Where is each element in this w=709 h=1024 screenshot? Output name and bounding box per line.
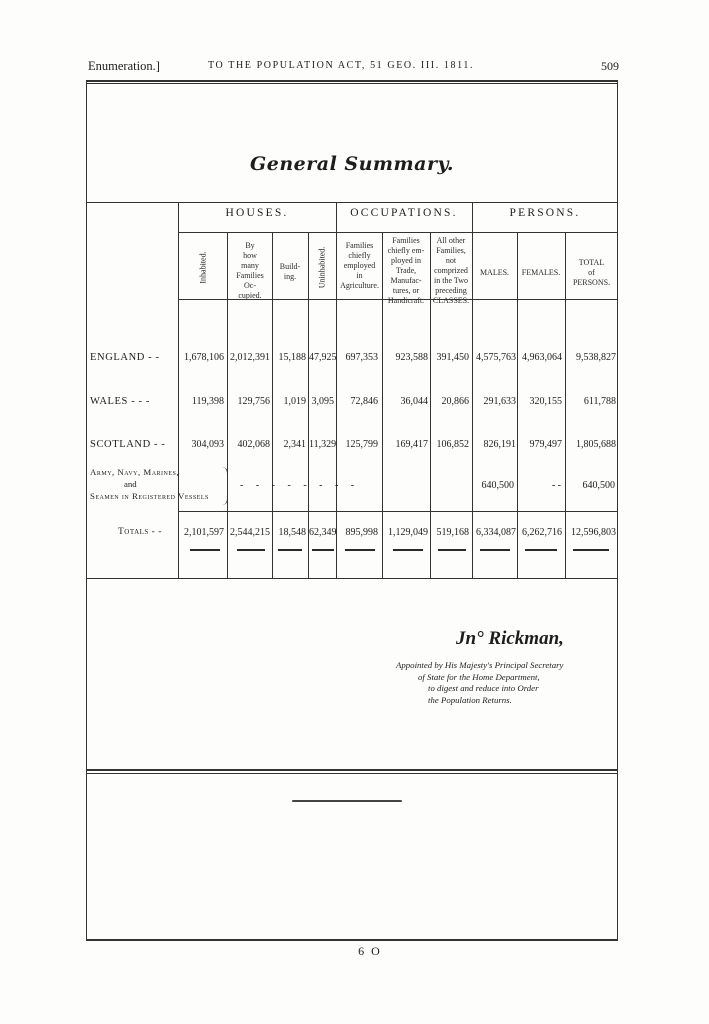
signature-name: Jn° Rickman, bbox=[456, 628, 564, 649]
header-section-label: Enumeration.] bbox=[88, 59, 160, 73]
cell-totals: 2,544,215 bbox=[230, 527, 270, 538]
signature-bottom-rule bbox=[86, 769, 618, 771]
cell-england: 4,575,763 bbox=[476, 352, 516, 363]
col-total: TOTAL of PERSONS. bbox=[572, 258, 611, 287]
cell-scotland: 11,329 bbox=[309, 439, 337, 450]
row-label-totals: Totals - - bbox=[118, 527, 162, 537]
frame-top-rule-inner bbox=[86, 83, 618, 84]
cell-wales: 36,044 bbox=[400, 396, 428, 407]
cell-scotland: 125,799 bbox=[345, 439, 378, 450]
total-underline bbox=[573, 549, 609, 551]
header-page-number: 509 bbox=[601, 59, 619, 73]
totals-top-rule bbox=[178, 511, 618, 512]
cell-wales: 72,846 bbox=[350, 396, 378, 407]
cell-totals: 895,998 bbox=[345, 527, 378, 538]
cell-england: 2,012,391 bbox=[230, 352, 270, 363]
table-top-rule bbox=[86, 202, 618, 203]
cell-scotland: 2,341 bbox=[283, 439, 306, 450]
army-females: - - bbox=[551, 480, 561, 491]
cell-scotland: 106,852 bbox=[436, 439, 469, 450]
cell-england: 47,925 bbox=[309, 352, 337, 363]
cell-wales: 320,155 bbox=[529, 396, 562, 407]
cell-england: 15,188 bbox=[278, 352, 306, 363]
row-label-england: ENGLAND - - bbox=[90, 352, 160, 363]
running-header bbox=[88, 59, 619, 77]
cell-scotland: 304,093 bbox=[191, 439, 224, 450]
cell-wales: 1,019 bbox=[283, 396, 306, 407]
frame-bottom-rule bbox=[86, 939, 618, 941]
header-act-title: TO THE POPULATION ACT, 51 GEO. III. 1811. bbox=[208, 60, 475, 71]
col-rule bbox=[472, 202, 473, 578]
cell-totals: 18,548 bbox=[278, 527, 306, 538]
row-label-scotland: SCOTLAND - - bbox=[90, 439, 166, 450]
cell-england: 1,678,106 bbox=[184, 352, 224, 363]
cell-wales: 119,398 bbox=[191, 396, 224, 407]
total-underline bbox=[190, 549, 220, 551]
total-underline bbox=[393, 549, 423, 551]
cell-scotland: 826,191 bbox=[483, 439, 516, 450]
total-underline bbox=[312, 549, 334, 551]
table-bottom-rule bbox=[86, 578, 618, 579]
cell-england: 697,353 bbox=[345, 352, 378, 363]
col-building: Build- ing. bbox=[279, 262, 301, 281]
cell-scotland: 402,068 bbox=[237, 439, 270, 450]
page-title: General Summary. bbox=[250, 153, 454, 175]
total-underline bbox=[438, 549, 466, 551]
col-females: FEMALES. bbox=[521, 268, 561, 277]
army-males: 640,500 bbox=[481, 480, 514, 491]
signature-appointment: Appointed by His Majesty's Principal Secretary of State for the Home Department, to digest and reduce into Order the Population Returns. bbox=[396, 660, 564, 705]
col-rule bbox=[178, 202, 179, 578]
cell-totals: 2,101,597 bbox=[184, 527, 224, 538]
signature-mark: 6 O bbox=[358, 944, 382, 958]
group-occupations: OCCUPATIONS. bbox=[350, 207, 458, 219]
cell-totals: 6,262,716 bbox=[522, 527, 562, 538]
signature-bottom-rule-inner bbox=[86, 773, 618, 774]
group-rule bbox=[178, 232, 618, 233]
cell-scotland: 979,497 bbox=[529, 439, 562, 450]
group-persons: PERSONS. bbox=[509, 207, 581, 219]
col-trade: Families chiefly em- ployed in Trade, Manufac- tures, or Handicraft. bbox=[387, 236, 425, 305]
row-label-army-navy: Army, Navy, Marines, and Seamen in Registered Vessels bbox=[90, 467, 209, 501]
cell-wales: 129,756 bbox=[237, 396, 270, 407]
cell-totals: 62,349 bbox=[309, 527, 337, 538]
cell-totals: 519,168 bbox=[436, 527, 469, 538]
total-underline bbox=[237, 549, 265, 551]
cell-totals: 12,596,803 bbox=[571, 527, 616, 538]
col-families-occupied: By how many Families Oc- cupied. bbox=[236, 241, 264, 300]
army-total: 640,500 bbox=[582, 480, 615, 491]
col-inhabited: Inhabited. bbox=[198, 251, 208, 284]
cell-england: 923,588 bbox=[395, 352, 428, 363]
total-underline bbox=[278, 549, 302, 551]
cell-totals: 6,334,087 bbox=[476, 527, 516, 538]
col-other: All other Families, not comprized in the Two preceding CLASSES. bbox=[432, 236, 470, 305]
cell-scotland: 1,805,688 bbox=[576, 439, 616, 450]
frame-top-rule bbox=[86, 80, 618, 82]
cell-england: 4,963,064 bbox=[522, 352, 562, 363]
total-underline bbox=[480, 549, 510, 551]
army-empty-cells: - - - - - - - - bbox=[240, 480, 360, 491]
brace-mark bbox=[220, 467, 228, 505]
row-label-wales: WALES - - - bbox=[90, 396, 150, 407]
total-underline bbox=[525, 549, 557, 551]
group-houses: HOUSES. bbox=[225, 207, 289, 219]
col-agriculture: Families chiefly employed in Agriculture. bbox=[340, 241, 379, 290]
col-males: MALES. bbox=[479, 268, 510, 277]
cell-england: 391,450 bbox=[436, 352, 469, 363]
cell-scotland: 169,417 bbox=[395, 439, 428, 450]
total-underline bbox=[345, 549, 375, 551]
cell-totals: 1,129,049 bbox=[388, 527, 428, 538]
ornamental-rule bbox=[292, 800, 402, 802]
col-uninhabited: Uninhabited. bbox=[317, 246, 327, 289]
cell-wales: 291,633 bbox=[483, 396, 516, 407]
cell-england: 9,538,827 bbox=[576, 352, 616, 363]
cell-wales: 611,788 bbox=[583, 396, 616, 407]
cell-wales: 3,095 bbox=[311, 396, 334, 407]
cell-wales: 20,866 bbox=[441, 396, 469, 407]
